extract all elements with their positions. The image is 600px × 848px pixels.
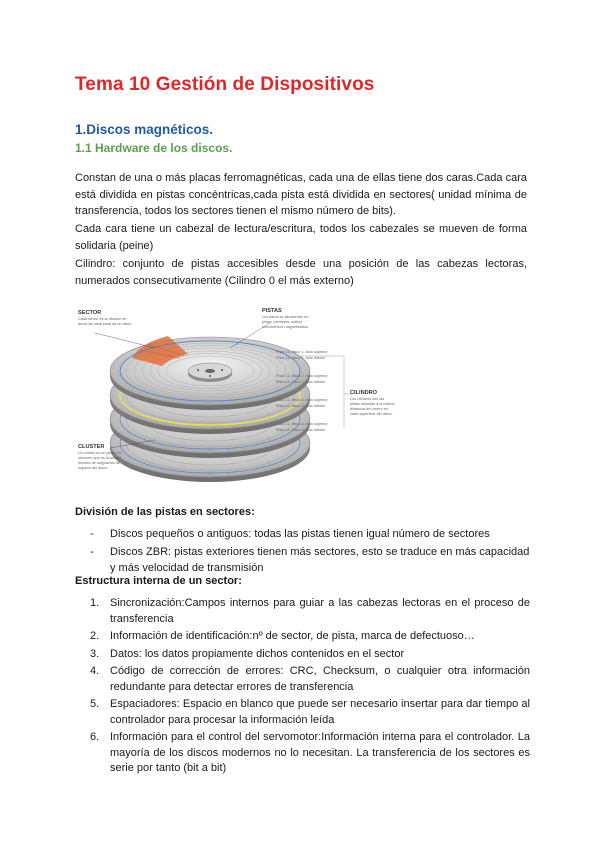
list-item-text: Sincronización:Campos internos para guiar a las cabezas lectoras en el proceso de transferencia: [110, 597, 530, 625]
sector-label-line-2: arcos de cada pista de un disco.: [78, 322, 133, 326]
list-item: [90, 596, 530, 627]
list-item: [90, 664, 530, 695]
cilindro-label-line-4: cada superficie del disco.: [350, 412, 393, 416]
sector-label-line-1: Cada sector es la división en: [78, 317, 127, 321]
cluster-label-title: CLUSTER: [78, 444, 105, 450]
list-item-text: Información de identificación:nº de sector, de pista, marca de defectuoso…: [110, 630, 475, 642]
track-label: Pista 11, disco 4, lado superior: [276, 422, 328, 426]
section-heading: 1.Discos magnéticos.: [75, 122, 214, 137]
dash-marker: -: [90, 546, 94, 558]
pistas-label-title: PISTAS: [262, 308, 282, 314]
pistas-label-line-2: pistas circulares, anillos: [262, 320, 303, 324]
list-item: [90, 697, 530, 728]
list-item: [90, 730, 530, 777]
cluster-label-line-3: mínima de asignación de: [78, 461, 121, 465]
list-item-text: Información para el control del servomotor:Información interna para el controlador. La mayoría de los discos modernos no lo necesitan. La transferencia de los sectores es serie por tanto (bit a bit): [110, 731, 530, 774]
list-item: [90, 629, 530, 645]
list-item-text: Discos ZBR: pistas exteriores tienen más sectores, esto se traduce en más capacidad y más velocidad de transmisión: [110, 546, 530, 574]
cilindro-label-line-1: Los cilindros son las: [350, 397, 385, 401]
number-marker: 1.: [90, 597, 100, 609]
dash-marker: -: [90, 528, 94, 540]
paragraph-cylinder: Cilindro: conjunto de pistas accesibles desde una posición de las cabezas lectoras, numerados consecutivamente (Cilindro 0 el más externo): [75, 258, 527, 287]
cilindro-label-title: CILINDRO: [350, 390, 378, 396]
cluster-label-line-1: Un cluster es un grupo de: [78, 451, 122, 455]
disk-diagram: [70, 298, 400, 498]
list-item-text: Espaciadores: Espacio en blanco que puede ser necesario insertar para dar tiempo al controlador para procesar la información leída: [110, 698, 530, 726]
cilindro-label-line-3: distancia del centro en: [350, 407, 388, 411]
number-marker: 4.: [90, 665, 100, 677]
number-marker: 2.: [90, 630, 100, 642]
cluster-label-line-4: espacio del disco.: [78, 466, 109, 470]
cluster-label-line-2: sectores que es la unidad: [78, 456, 122, 460]
division-heading: División de las pistas en sectores:: [75, 506, 255, 518]
pistas-label-line-3: concéntricos magnetizados.: [262, 325, 310, 329]
track-label: Pista 11, disco 2, lado inferior: [276, 380, 326, 384]
track-label: Pista 11, disco 1, lado superior: [276, 350, 328, 354]
estructura-heading: Estructura interna de un sector:: [75, 575, 242, 587]
track-label: Pista 11, disco 3, lado inferior: [276, 404, 326, 408]
track-label: Pista 11, disco 3, lado superior: [276, 398, 328, 402]
paragraph-heads: Cada cara tiene un cabezal de lectura/escritura, todos los cabezales se mueven de forma solidaria (peine): [75, 223, 527, 252]
list-item: [90, 647, 530, 663]
list-item-text: Código de corrección de errores: CRC, Checksum, o cualquier otra información redundante para detectar errores de transferencia: [110, 665, 530, 693]
number-marker: 3.: [90, 647, 100, 660]
list-item: [90, 544, 530, 576]
division-list: [90, 526, 530, 578]
list-item: [90, 526, 530, 542]
cilindro-label-line-2: pistas situadas a la misma: [350, 402, 395, 406]
list-item-text: Discos pequeños o antiguos: todas las pistas tienen igual número de sectores: [110, 528, 490, 540]
paragraph-platters: Constan de una o más placas ferromagnéticas, cada una de ellas tiene dos caras.Cada cara está dividida en pistas concéntricas,cada pista está dividida en sectores( unidad mínima de transferencia, todos los sectores tienen el mismo número de bits).: [75, 172, 527, 217]
pistas-label-line-1: Los datos se almacenan en: [262, 315, 309, 319]
estructura-list: [90, 596, 530, 779]
number-marker: 6.: [90, 731, 100, 743]
track-label: Pista 11, disco 2, lado superior: [276, 374, 328, 378]
list-item-text: Datos: los datos propiamente dichos contenidos en el sector: [110, 647, 405, 660]
number-marker: 5.: [90, 698, 100, 710]
track-label: Pista 11, disco 1, lado inferior: [276, 356, 326, 360]
sector-label-title: SECTOR: [78, 310, 102, 316]
track-label: Pista 11, disco 4, lado inferior: [276, 428, 326, 432]
subsection-heading: 1.1 Hardware de los discos.: [75, 141, 233, 155]
document-title: Tema 10 Gestión de Dispositivos: [75, 74, 375, 95]
